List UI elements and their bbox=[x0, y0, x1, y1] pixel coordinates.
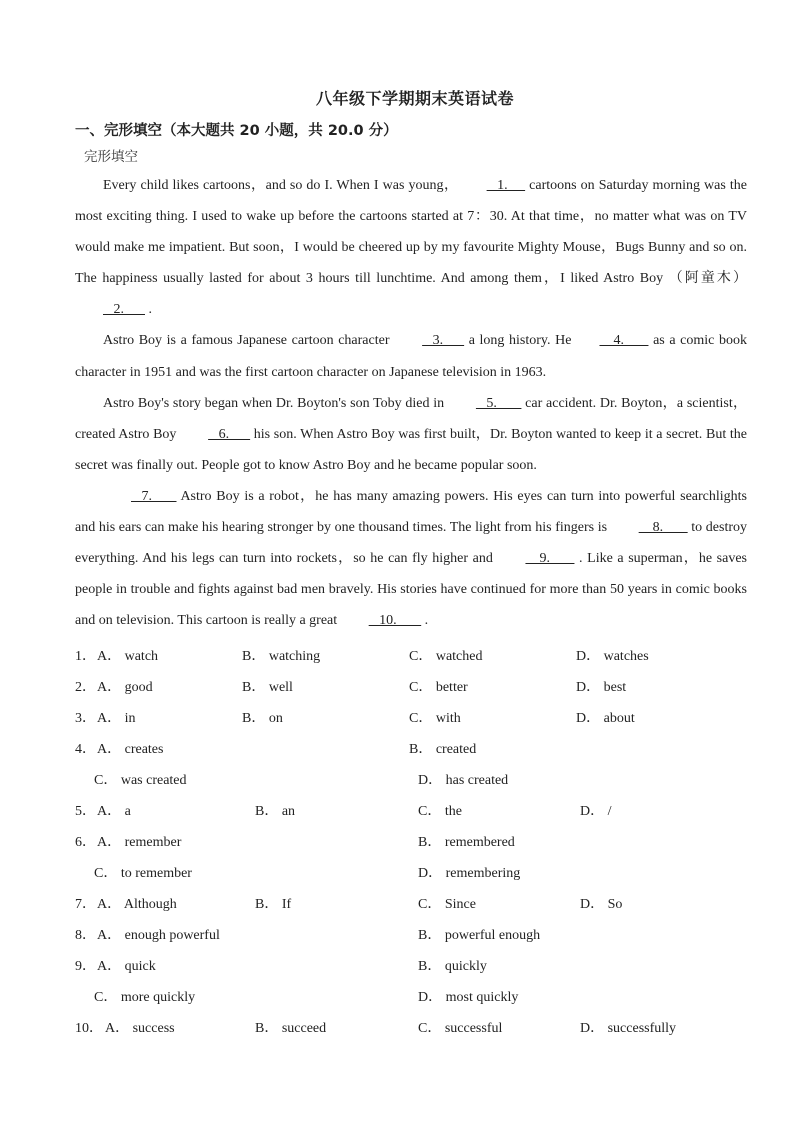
option-b[interactable]: B． an bbox=[255, 804, 296, 819]
option-c[interactable]: C． successful bbox=[418, 1021, 503, 1036]
option-a[interactable]: A． in bbox=[97, 711, 136, 726]
option-a[interactable]: A． a bbox=[97, 804, 131, 819]
section-heading: 一、完形填空（本大题共 20 小题，共 20.0 分） bbox=[75, 123, 398, 139]
option-b[interactable]: B． created bbox=[409, 742, 477, 757]
option-b[interactable]: B． If bbox=[255, 897, 292, 912]
option-c[interactable]: C． better bbox=[409, 680, 468, 695]
option-c[interactable]: C． watched bbox=[409, 649, 483, 664]
option-c[interactable]: C． more quickly bbox=[94, 990, 196, 1005]
option-d[interactable]: D． successfully bbox=[580, 1021, 677, 1036]
option-d[interactable]: D． most quickly bbox=[418, 990, 519, 1005]
passage-text: to destroy everything. And his legs can turn into rockets，so he can fly higher and bbox=[75, 520, 747, 567]
option-b[interactable]: B． well bbox=[242, 680, 293, 695]
question-number: 3． bbox=[75, 711, 96, 726]
option-c[interactable]: C． Since bbox=[418, 897, 476, 912]
option-a[interactable]: A． remember bbox=[97, 835, 182, 850]
passage-text: . bbox=[421, 613, 429, 629]
passage-text: his son. When Astro Boy was first built，Dr. Boyton wanted to keep it a secret. But the secret was finally out. People got to know Astro Boy and he became popular soon. bbox=[75, 426, 747, 473]
passage-paragraph bbox=[75, 388, 747, 481]
passage-text: Astro Boy is a robot，he has many amazing powers. His eyes can turn into powerful searchlights and his ears can make his hearing stronger by one thousand times. The light from his fingers is bbox=[75, 488, 747, 536]
option-c[interactable]: C． was created bbox=[94, 773, 187, 788]
question-number: 8． bbox=[75, 928, 96, 943]
question-number: 9． bbox=[75, 959, 96, 974]
question-number: 10． bbox=[75, 1021, 103, 1036]
option-a[interactable]: A． enough powerful bbox=[97, 928, 220, 943]
option-a[interactable]: A． Although bbox=[97, 897, 177, 912]
option-d[interactable]: D． has created bbox=[418, 773, 509, 788]
blank-2: 2. bbox=[103, 302, 145, 318]
option-d[interactable]: D． watches bbox=[576, 649, 649, 664]
passage-text: a long history. He bbox=[464, 333, 572, 349]
option-c[interactable]: C． the bbox=[418, 804, 462, 819]
option-a[interactable]: A． creates bbox=[97, 742, 164, 757]
option-a[interactable]: A． success bbox=[105, 1021, 175, 1036]
passage-text: cartoons on Saturday morning was the most exciting thing. I used to wake up before the cartoons started at 7：30. At that time，no matter what was on TV would make me impatient. But soon，I would be cheered up by my favourite Mighty Mouse，Bugs Bunny and so on. The happiness usually lasted for about 3 hours till lunchtime. And among them，I liked Astro Boy （阿童木） bbox=[75, 178, 747, 287]
option-b[interactable]: B． powerful enough bbox=[418, 928, 541, 943]
question-number: 5． bbox=[75, 804, 96, 819]
blank-6: 6. bbox=[208, 426, 251, 442]
passage-text: car accident. Dr. Boyton，a scientist，created Astro Boy bbox=[75, 395, 747, 442]
passage-paragraph bbox=[75, 325, 747, 387]
blank-8: 8. bbox=[638, 520, 688, 536]
question-number: 7． bbox=[75, 897, 96, 912]
section-sublabel: 完形填空 bbox=[84, 149, 138, 165]
passage-text: Astro Boy is a famous Japanese cartoon character bbox=[103, 333, 395, 349]
option-c[interactable]: C． with bbox=[409, 711, 461, 726]
option-a[interactable]: A． good bbox=[97, 680, 153, 695]
cloze-passage bbox=[75, 170, 747, 636]
question-number: 1． bbox=[75, 649, 96, 664]
option-b[interactable]: B． quickly bbox=[418, 959, 487, 974]
option-b[interactable]: B． watching bbox=[242, 649, 321, 664]
passage-text: . Like a superman，he saves people in trouble and fights against bad men bravely. His stories have continued for more than 50 years in comic books and on television. This cartoon is really a great bbox=[75, 551, 748, 629]
passage-paragraph bbox=[75, 481, 747, 636]
option-b[interactable]: B． remembered bbox=[418, 835, 515, 850]
blank-3: 3. bbox=[422, 333, 465, 349]
passage-text: Every child likes cartoons，and so do I. When I was young， bbox=[103, 178, 459, 193]
passage-text: Astro Boy's story began when Dr. Boyton's son Toby died in bbox=[103, 395, 448, 411]
blank-1: 1. bbox=[486, 178, 526, 193]
option-b[interactable]: B． on bbox=[242, 711, 283, 726]
blank-9: 9. bbox=[525, 551, 575, 567]
option-d[interactable]: D． remembering bbox=[418, 866, 521, 881]
option-a[interactable]: A． quick bbox=[97, 959, 156, 974]
option-b[interactable]: B． succeed bbox=[255, 1021, 327, 1036]
passage-text: . bbox=[145, 302, 152, 318]
option-a[interactable]: A． watch bbox=[97, 649, 159, 664]
passage-text: as a comic book character in 1951 and was the first cartoon character on Japanese television in 1963. bbox=[75, 333, 747, 380]
blank-7: 7. bbox=[131, 488, 177, 504]
blank-10: 10. bbox=[368, 613, 422, 629]
option-d[interactable]: D． best bbox=[576, 680, 627, 695]
question-number: 2． bbox=[75, 680, 96, 695]
blank-5: 5. bbox=[475, 395, 522, 411]
option-d[interactable]: D． / bbox=[580, 804, 612, 819]
passage-paragraph bbox=[75, 170, 747, 325]
option-c[interactable]: C． to remember bbox=[94, 866, 192, 881]
question-number: 4． bbox=[75, 742, 96, 757]
page-title: 八年级下学期期末英语试卷 bbox=[315, 89, 514, 108]
option-d[interactable]: D． about bbox=[576, 711, 635, 726]
blank-4: 4. bbox=[599, 333, 649, 349]
question-number: 6． bbox=[75, 835, 96, 850]
option-d[interactable]: D． So bbox=[580, 897, 623, 912]
